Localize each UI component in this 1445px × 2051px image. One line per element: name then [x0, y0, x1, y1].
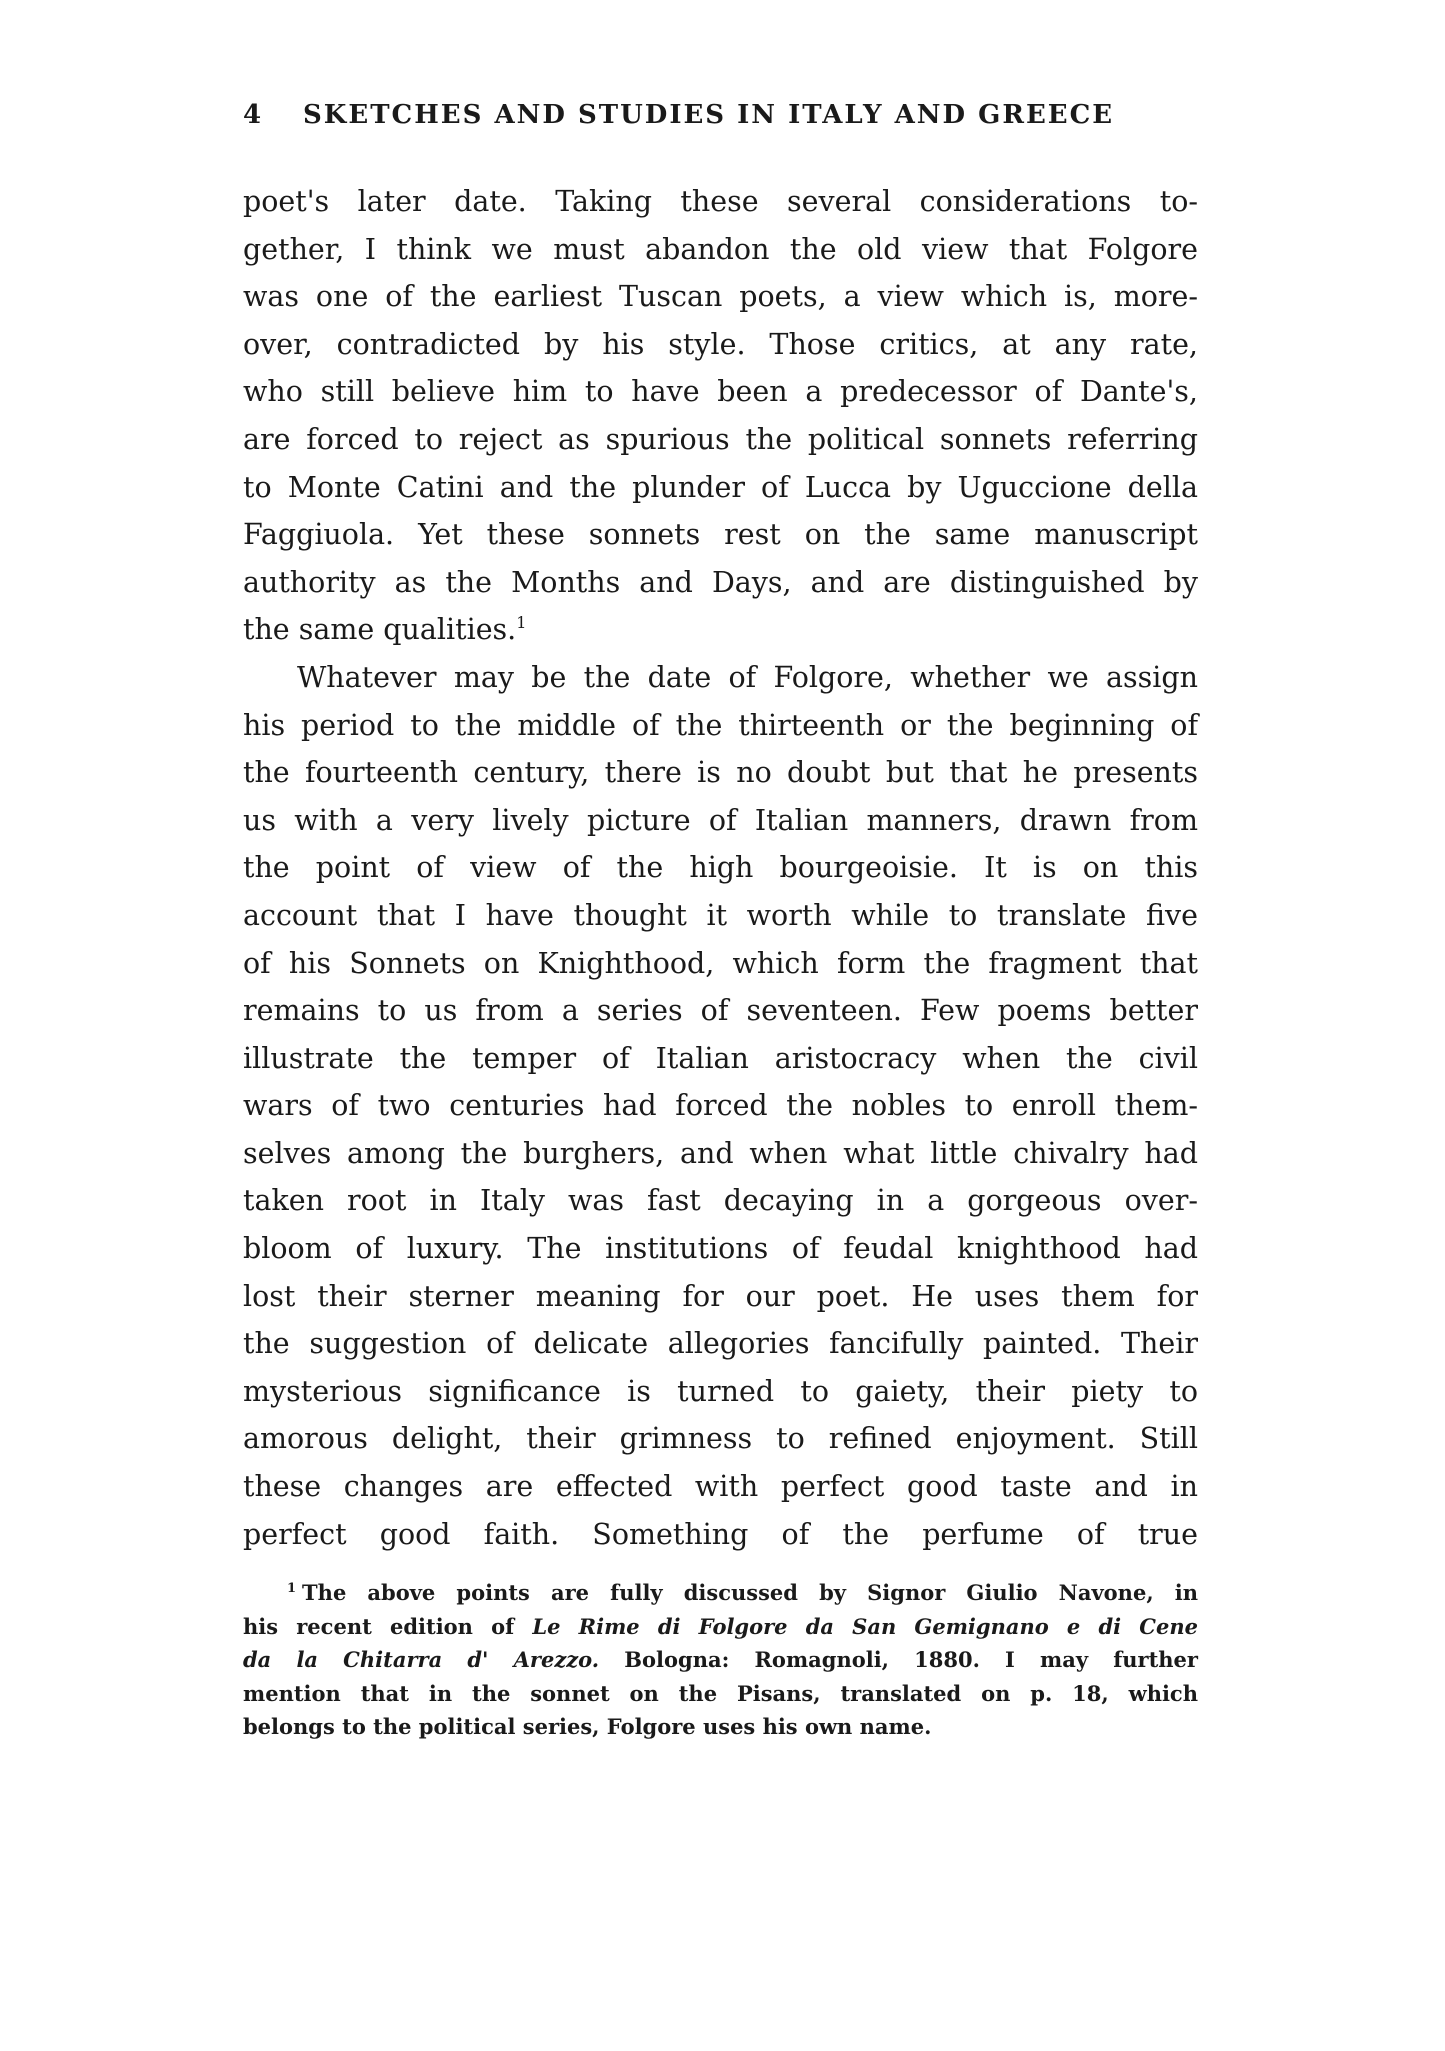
paragraph-1	[243, 178, 1198, 654]
text-line: selves among the burghers, and when what little chivalry had	[243, 1136, 1198, 1170]
body-text	[243, 178, 1198, 1558]
text-line: taken root in Italy was fast decaying in a gorgeous over-	[243, 1184, 1198, 1218]
text-line: was one of the earliest Tuscan poets, a view which is, more-	[243, 280, 1198, 314]
text-line-last	[243, 606, 1198, 654]
footnote-reference: 1	[516, 613, 527, 633]
text-line: amorous delight, their grimness to refined enjoyment. Still	[243, 1422, 1198, 1456]
text-line: authority as the Months and Days, and are distinguished by	[243, 565, 1198, 599]
text-line: illustrate the temper of Italian aristocracy when the civil	[243, 1041, 1198, 1075]
text-line: over, contradicted by his style. Those critics, at any rate,	[243, 327, 1198, 361]
text-line: the fourteenth century, there is no doubt but that he presents	[243, 756, 1198, 790]
text-line-content: the same qualities.	[243, 613, 517, 647]
footnote-text: The above points are fully discussed by Signor Giulio Navone, in	[302, 1580, 1198, 1605]
text-line: the suggestion of delicate allegories fancifully painted. Their	[243, 1327, 1198, 1361]
running-head	[243, 100, 1198, 140]
text-line: are forced to reject as spurious the political sonnets referring	[243, 422, 1198, 456]
footnote	[243, 1576, 1198, 1744]
text-line: gether, I think we must abandon the old view that Folgore	[243, 232, 1198, 266]
text-line: bloom of luxury. The institutions of feudal knighthood had	[243, 1232, 1198, 1266]
footnote-line	[243, 1576, 1198, 1610]
text-line: mysterious significance is turned to gaiety, their piety to	[243, 1374, 1198, 1408]
footnote-text: Bologna: Romagnoli, 1880. I may further	[599, 1647, 1198, 1672]
footnote-book-title: da la Chitarra d' Arezzo.	[243, 1647, 600, 1672]
text-line: these changes are effected with perfect good taste and in	[243, 1470, 1198, 1504]
text-line: who still believe him to have been a predecessor of Dante's,	[243, 375, 1198, 409]
text-line: lost their sterner meaning for our poet. He uses them for	[243, 1279, 1198, 1313]
footnote-line	[243, 1643, 1198, 1677]
text-line: wars of two centuries had forced the nobles to enroll them-	[243, 1089, 1198, 1123]
footnote-marker: 1	[287, 1581, 297, 1596]
text-line: poet's later date. Taking these several considerations to-	[243, 185, 1198, 218]
text-line: the point of view of the high bourgeoisie. It is on this	[243, 851, 1198, 885]
text-line: of his Sonnets on Knighthood, which form the fragment that	[243, 946, 1198, 980]
text-line: to Monte Catini and the plunder of Lucca by Uguccione della	[243, 470, 1198, 504]
footnote-line: belongs to the political series, Folgore uses his own name.	[243, 1714, 932, 1739]
text-line: Whatever may be the date of Folgore, whether we assign	[297, 660, 1198, 694]
text-line: Faggiuola. Yet these sonnets rest on the same manuscript	[243, 518, 1198, 552]
footnote-book-title: Le Rime di Folgore da San Gemignano e di Cene	[532, 1613, 1198, 1639]
paragraph-2	[243, 654, 1198, 1558]
text-line: account that I have thought it worth while to translate five	[243, 898, 1198, 932]
footnote-line: mention that in the sonnet on the Pisans, translated on p. 18, which	[243, 1680, 1198, 1706]
text-line: his period to the middle of the thirteenth or the beginning of	[243, 708, 1198, 742]
text-line: us with a very lively picture of Italian manners, drawn from	[243, 803, 1198, 837]
footnote-line	[243, 1610, 1198, 1644]
footnote-text: his recent edition of	[243, 1613, 533, 1639]
text-line: remains to us from a series of seventeen. Few poems better	[243, 994, 1198, 1028]
text-line: perfect good faith. Something of the perfume of true	[243, 1517, 1198, 1551]
page-number: 4	[243, 100, 264, 130]
running-title: SKETCHES AND STUDIES IN ITALY AND GREECE	[303, 100, 1115, 130]
